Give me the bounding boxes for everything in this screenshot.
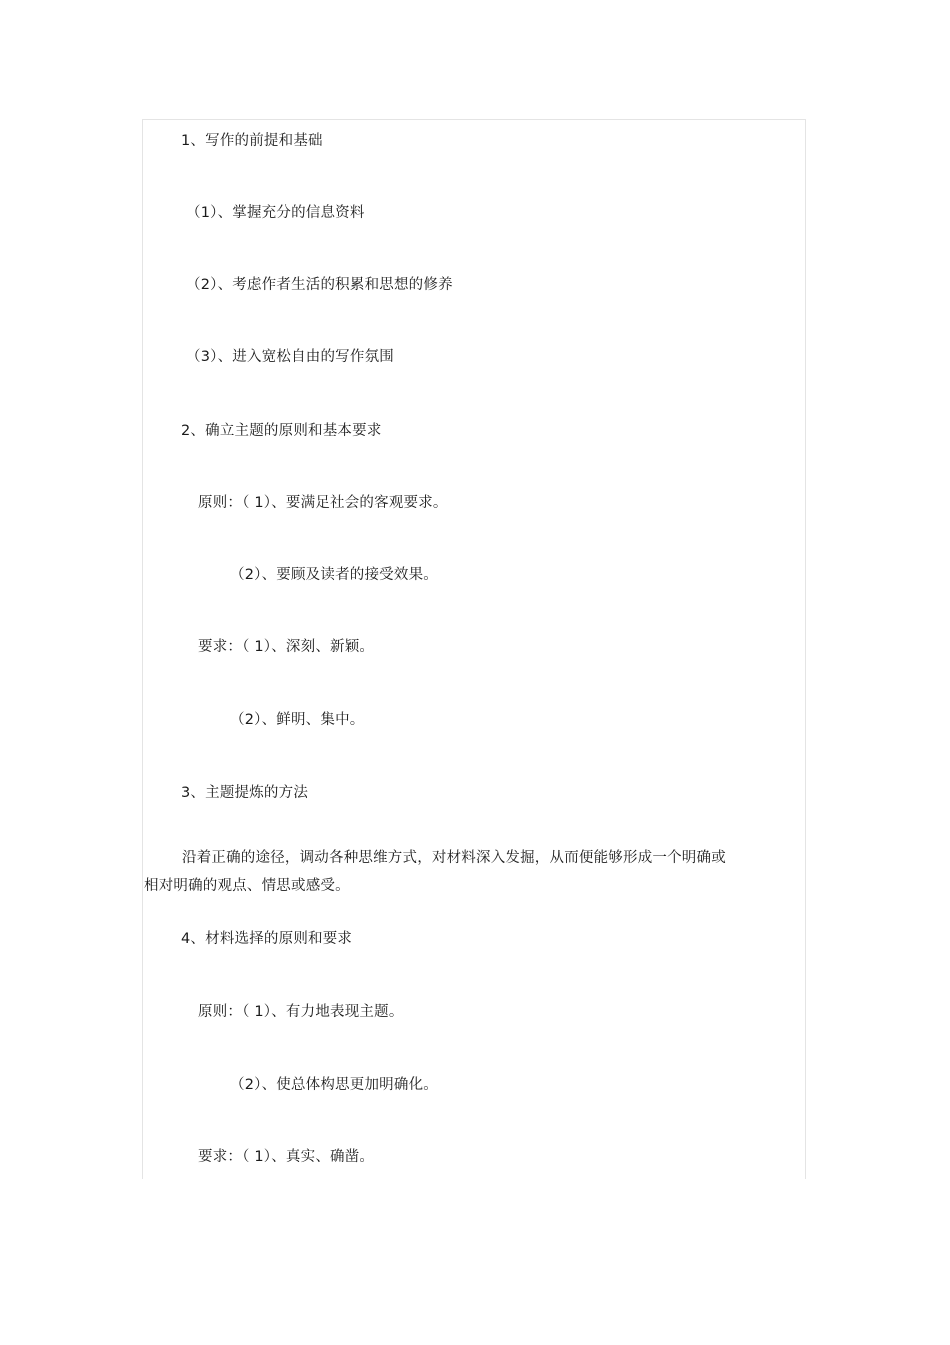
paragraph-line-2: 相对明确的观点、情思或感受。 [144, 878, 350, 894]
item-1-1: （1）、掌握充分的信息资料 [186, 205, 365, 221]
heading-2: 2、确立主题的原则和基本要求 [181, 423, 382, 439]
heading-3: 3、主题提炼的方法 [181, 785, 309, 801]
requirement-2-2: （2）、鲜明、集中。 [230, 712, 365, 728]
heading-1: 1、写作的前提和基础 [181, 133, 323, 149]
principle-4-1: 原则：（ 1）、有力地表现主题。 [198, 1004, 404, 1020]
item-1-2: （2）、考虑作者生活的积累和思想的修养 [186, 277, 453, 293]
requirement-2-1: 要求：（ 1）、深刻、新颖。 [198, 639, 375, 655]
heading-4: 4、材料选择的原则和要求 [181, 931, 353, 947]
requirement-4-1: 要求：（ 1）、真实、确凿。 [198, 1149, 375, 1165]
method-paragraph [144, 844, 754, 900]
principle-2-1: 原则：（ 1）、要满足社会的客观要求。 [198, 495, 448, 511]
paragraph-line-1: 沿着正确的途径，调动各种思维方式，对材料深入发掘，从而便能够形成一个明确或 [182, 850, 726, 866]
item-1-3: （3）、进入宽松自由的写作氛围 [186, 349, 394, 365]
principle-4-2: （2）、使总体构思更加明确化。 [230, 1077, 438, 1093]
principle-2-2: （2）、要顾及读者的接受效果。 [230, 567, 438, 583]
